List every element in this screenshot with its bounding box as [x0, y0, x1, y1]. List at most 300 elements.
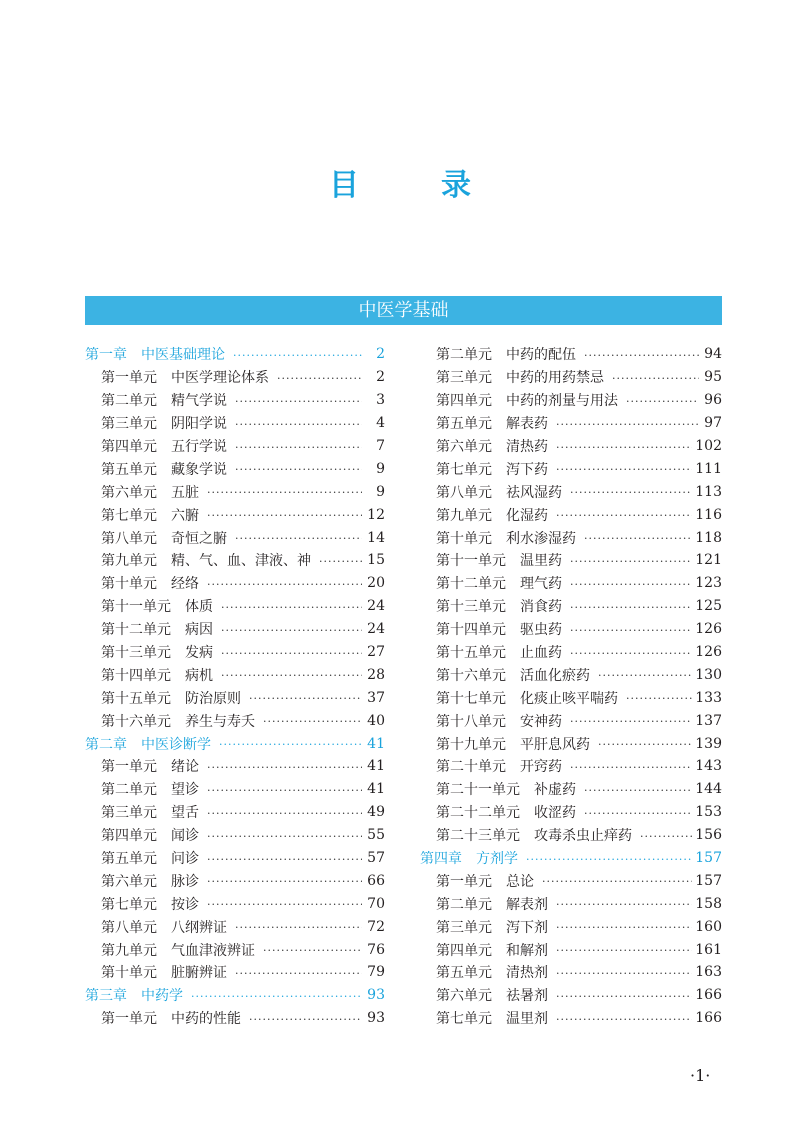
- entry-page-number: 72: [367, 918, 385, 935]
- entry-title: 绪论: [171, 759, 199, 776]
- entry-page-number: 123: [695, 575, 722, 592]
- entry-title: 消食药: [520, 599, 562, 616]
- dot-leader: [235, 463, 362, 476]
- toc-unit-entry[interactable]: [420, 709, 722, 732]
- entry-page-number: 7: [376, 438, 385, 454]
- entry-page-number: 118: [695, 529, 722, 546]
- entry-title: 理气药: [520, 576, 562, 593]
- toc-unit-entry[interactable]: [85, 435, 385, 458]
- entry-title: 清热药: [506, 439, 548, 455]
- entry-number: 第十二单元: [101, 622, 171, 639]
- entry-page-number: 2: [376, 346, 385, 363]
- entry-number: 第五单元: [436, 965, 492, 982]
- entry-number: 第十单元: [436, 530, 492, 547]
- dot-leader: [207, 578, 362, 591]
- entry-number: 第九单元: [436, 507, 492, 524]
- toc-unit-entry[interactable]: [85, 412, 385, 435]
- toc-unit-entry[interactable]: [420, 961, 722, 984]
- entry-title: 泻下剂: [506, 919, 548, 936]
- entry-number: 第五单元: [101, 851, 157, 868]
- dot-leader: [556, 463, 692, 476]
- toc-unit-entry[interactable]: [85, 686, 385, 709]
- entry-page-number: 28: [367, 666, 385, 683]
- entry-title: 活血化瘀药: [520, 667, 590, 684]
- entry-page-number: 2: [376, 369, 385, 386]
- entry-title: 温里剂: [506, 1011, 548, 1028]
- entry-title: 方剂学: [476, 851, 518, 868]
- entry-number: 第四章: [420, 851, 462, 868]
- dot-leader: [598, 738, 692, 751]
- entry-title: 清热剂: [506, 965, 548, 982]
- entry-page-number: 66: [367, 872, 385, 889]
- entry-number: 第十四单元: [101, 667, 171, 684]
- entry-title: 气血津液辨证: [171, 942, 255, 959]
- dot-leader: [319, 555, 362, 568]
- entry-page-number: 125: [695, 598, 722, 615]
- dot-leader: [542, 875, 692, 888]
- dot-leader: [263, 715, 362, 728]
- dot-leader: [556, 967, 692, 980]
- toc-unit-entry[interactable]: [85, 961, 385, 984]
- toc-unit-entry[interactable]: [85, 595, 385, 618]
- dot-leader: [556, 898, 692, 911]
- entry-page-number: 9: [376, 483, 385, 500]
- toc-unit-entry[interactable]: [420, 755, 722, 778]
- entry-number: 第二单元: [436, 896, 492, 913]
- entry-page-number: 41: [367, 758, 385, 775]
- toc-unit-entry[interactable]: [85, 847, 385, 870]
- entry-title: 经络: [171, 576, 199, 593]
- dot-leader: [570, 715, 692, 728]
- entry-title: 中医基础理论: [141, 347, 225, 364]
- entry-number: 第八单元: [101, 530, 157, 547]
- toc-unit-entry[interactable]: [420, 984, 722, 1007]
- toc-unit-entry[interactable]: [420, 1007, 722, 1030]
- entry-title: 按诊: [171, 896, 199, 913]
- section-banner: 中医学基础: [85, 296, 722, 325]
- dot-leader: [207, 784, 362, 797]
- entry-number: 第六单元: [436, 439, 492, 455]
- entry-number: 第九单元: [101, 553, 157, 570]
- toc-unit-entry[interactable]: [420, 869, 722, 892]
- entry-number: 第十一单元: [436, 553, 506, 570]
- dot-leader: [570, 647, 692, 660]
- dot-leader: [207, 853, 362, 866]
- toc-unit-entry[interactable]: [420, 549, 722, 572]
- entry-number: 第九单元: [101, 942, 157, 959]
- entry-number: 第一单元: [101, 370, 157, 387]
- entry-title: 脏腑辨证: [171, 965, 227, 982]
- entry-page-number: 24: [367, 621, 385, 638]
- entry-number: 第十单元: [101, 576, 157, 593]
- dot-leader: [207, 898, 362, 911]
- entry-number: 第十五单元: [101, 690, 171, 707]
- entry-page-number: 144: [695, 781, 722, 798]
- dot-leader: [233, 349, 362, 362]
- dot-leader: [207, 486, 362, 499]
- dot-leader: [235, 532, 362, 545]
- dot-leader: [556, 921, 692, 934]
- entry-page-number: 116: [695, 506, 722, 523]
- toc-unit-entry[interactable]: [420, 503, 722, 526]
- toc-unit-entry[interactable]: [420, 892, 722, 915]
- entry-title: 温里药: [520, 553, 562, 570]
- toc-unit-entry[interactable]: [420, 618, 722, 641]
- entry-page-number: 158: [695, 895, 722, 912]
- toc-unit-entry[interactable]: [85, 663, 385, 686]
- entry-number: 第三单元: [101, 805, 157, 822]
- entry-title: 五行学说: [171, 439, 227, 455]
- entry-number: 第一单元: [436, 873, 492, 890]
- entry-number: 第六单元: [436, 988, 492, 1005]
- dot-leader: [191, 990, 362, 1003]
- entry-number: 第十四单元: [436, 622, 506, 639]
- entry-number: 第一章: [85, 347, 127, 364]
- toc-unit-entry[interactable]: [85, 869, 385, 892]
- entry-title: 收涩药: [534, 805, 576, 822]
- toc-unit-entry[interactable]: [85, 801, 385, 824]
- page-number: ·1·: [690, 1066, 711, 1085]
- entry-page-number: 96: [704, 392, 722, 409]
- dot-leader: [249, 1013, 362, 1026]
- entry-page-number: 95: [704, 369, 722, 386]
- entry-page-number: 139: [695, 735, 722, 752]
- toc-unit-entry[interactable]: [85, 709, 385, 732]
- entry-page-number: 166: [695, 1010, 722, 1027]
- dot-leader: [626, 692, 692, 705]
- entry-title: 平肝息风药: [520, 736, 590, 753]
- entry-title: 阴阳学说: [171, 416, 227, 433]
- entry-title: 望舌: [171, 805, 199, 822]
- entry-page-number: 14: [367, 529, 385, 546]
- entry-number: 第二十单元: [436, 759, 506, 776]
- entry-page-number: 27: [367, 644, 385, 661]
- toc-unit-entry[interactable]: [420, 526, 722, 549]
- entry-page-number: 102: [695, 438, 722, 454]
- dot-leader: [570, 555, 692, 568]
- entry-number: 第一单元: [101, 759, 157, 776]
- entry-page-number: 9: [376, 460, 385, 477]
- page-title: 目 录: [329, 168, 497, 203]
- toc-unit-entry[interactable]: [85, 938, 385, 961]
- entry-page-number: 160: [695, 918, 722, 935]
- dot-leader: [556, 990, 692, 1003]
- entry-number: 第十六单元: [436, 667, 506, 684]
- entry-page-number: 41: [367, 781, 385, 798]
- entry-number: 第七单元: [101, 507, 157, 524]
- entry-page-number: 113: [695, 483, 722, 500]
- toc-unit-entry[interactable]: [420, 595, 722, 618]
- toc-unit-entry[interactable]: [420, 435, 722, 458]
- entry-page-number: 156: [695, 827, 722, 844]
- entry-number: 第七单元: [436, 1011, 492, 1028]
- dot-leader: [570, 486, 692, 499]
- dot-leader: [570, 761, 692, 774]
- entry-title: 总论: [506, 873, 534, 890]
- entry-number: 第六单元: [101, 873, 157, 890]
- entry-number: 第十八单元: [436, 713, 506, 730]
- entry-number: 第四单元: [101, 439, 157, 455]
- entry-number: 第六单元: [101, 484, 157, 501]
- entry-page-number: 24: [367, 598, 385, 615]
- entry-title: 发病: [185, 645, 213, 662]
- toc-unit-entry[interactable]: [85, 549, 385, 572]
- dot-leader: [221, 624, 362, 637]
- entry-number: 第八单元: [436, 484, 492, 501]
- entry-page-number: 126: [695, 644, 722, 661]
- dot-leader: [570, 601, 692, 614]
- entry-title: 祛风湿药: [506, 484, 562, 501]
- entry-page-number: 163: [695, 964, 722, 981]
- entry-page-number: 157: [695, 872, 722, 889]
- entry-title: 泻下药: [506, 461, 548, 478]
- entry-number: 第三单元: [101, 416, 157, 433]
- entry-title: 防治原则: [185, 690, 241, 707]
- entry-page-number: 4: [376, 415, 385, 432]
- dot-leader: [207, 509, 362, 522]
- toc-unit-entry[interactable]: [85, 915, 385, 938]
- entry-title: 中药的配伍: [506, 347, 576, 364]
- dot-leader: [263, 944, 362, 957]
- entry-page-number: 41: [367, 735, 385, 752]
- dot-leader: [556, 441, 692, 454]
- entry-number: 第十六单元: [101, 713, 171, 730]
- entry-number: 第二十三单元: [436, 828, 520, 845]
- entry-title: 安神药: [520, 713, 562, 730]
- entry-title: 驱虫药: [520, 622, 562, 639]
- dot-leader: [584, 784, 692, 797]
- entry-title: 养生与寿夭: [185, 713, 255, 730]
- toc-unit-entry[interactable]: [85, 503, 385, 526]
- entry-title: 中药学: [141, 988, 183, 1005]
- entry-number: 第十五单元: [436, 645, 506, 662]
- entry-page-number: 12: [367, 506, 385, 523]
- entry-title: 开窍药: [520, 759, 562, 776]
- entry-number: 第四单元: [101, 828, 157, 845]
- entry-page-number: 126: [695, 621, 722, 638]
- entry-number: 第二章: [85, 736, 127, 753]
- entry-page-number: 3: [376, 392, 385, 409]
- entry-page-number: 153: [695, 804, 722, 821]
- toc-chapter-entry[interactable]: [85, 343, 385, 366]
- entry-number: 第八单元: [101, 919, 157, 936]
- entry-title: 体质: [185, 599, 213, 616]
- dot-leader: [556, 944, 692, 957]
- entry-title: 六腑: [171, 507, 199, 524]
- dot-leader: [235, 395, 362, 408]
- entry-title: 五脏: [171, 484, 199, 501]
- entry-title: 藏象学说: [171, 461, 227, 478]
- dot-leader: [221, 669, 362, 682]
- entry-title: 奇恒之腑: [171, 530, 227, 547]
- toc-unit-entry[interactable]: [420, 686, 722, 709]
- toc-unit-entry[interactable]: [85, 641, 385, 664]
- entry-number: 第二单元: [436, 347, 492, 364]
- entry-number: 第七单元: [101, 896, 157, 913]
- entry-page-number: 157: [695, 850, 722, 867]
- entry-page-number: 15: [367, 552, 385, 569]
- entry-page-number: 93: [367, 987, 385, 1004]
- entry-number: 第二单元: [101, 393, 157, 410]
- toc-unit-entry[interactable]: [420, 412, 722, 435]
- dot-leader: [235, 967, 362, 980]
- toc-unit-entry[interactable]: [420, 663, 722, 686]
- entry-number: 第三单元: [436, 919, 492, 936]
- toc-chapter-entry[interactable]: [85, 984, 385, 1007]
- entry-page-number: 133: [695, 689, 722, 706]
- entry-title: 解表剂: [506, 896, 548, 913]
- entry-page-number: 161: [695, 941, 722, 958]
- dot-leader: [207, 761, 362, 774]
- toc-unit-entry[interactable]: [420, 457, 722, 480]
- toc-unit-entry[interactable]: [85, 618, 385, 641]
- toc-unit-entry[interactable]: [420, 366, 722, 389]
- dot-leader: [207, 830, 362, 843]
- entry-number: 第十九单元: [436, 736, 506, 753]
- entry-title: 止血药: [520, 645, 562, 662]
- entry-number: 第三单元: [436, 370, 492, 387]
- entry-number: 第二十二单元: [436, 805, 520, 822]
- entry-title: 中药的用药禁忌: [506, 370, 604, 387]
- entry-page-number: 166: [695, 987, 722, 1004]
- toc-unit-entry[interactable]: [420, 641, 722, 664]
- toc-unit-entry[interactable]: [85, 389, 385, 412]
- entry-title: 化痰止咳平喘药: [520, 690, 618, 707]
- toc-unit-entry[interactable]: [420, 732, 722, 755]
- entry-number: 第三章: [85, 988, 127, 1005]
- entry-page-number: 121: [695, 552, 722, 569]
- dot-leader: [526, 853, 692, 866]
- entry-number: 第一单元: [101, 1011, 157, 1028]
- entry-number: 第十单元: [101, 965, 157, 982]
- entry-title: 中药的剂量与用法: [506, 393, 618, 410]
- dot-leader: [277, 372, 362, 385]
- dot-leader: [570, 578, 692, 591]
- toc-unit-entry[interactable]: [85, 1007, 385, 1030]
- toc-unit-entry[interactable]: [420, 389, 722, 412]
- entry-number: 第十七单元: [436, 690, 506, 707]
- entry-title: 利水渗湿药: [506, 530, 576, 547]
- dot-leader: [584, 532, 692, 545]
- entry-number: 第十一单元: [101, 599, 171, 616]
- toc-unit-entry[interactable]: [85, 366, 385, 389]
- toc-unit-entry[interactable]: [420, 778, 722, 801]
- entry-page-number: 70: [367, 895, 385, 912]
- dot-leader: [221, 647, 362, 660]
- dot-leader: [219, 738, 362, 751]
- entry-page-number: 79: [367, 964, 385, 981]
- entry-title: 中药的性能: [171, 1011, 241, 1028]
- toc-unit-entry[interactable]: [85, 526, 385, 549]
- dot-leader: [612, 372, 699, 385]
- toc-unit-entry[interactable]: [85, 755, 385, 778]
- entry-title: 精气学说: [171, 393, 227, 410]
- dot-leader: [235, 921, 362, 934]
- toc-left-column: [85, 343, 385, 1030]
- entry-title: 闻诊: [171, 828, 199, 845]
- dot-leader: [598, 669, 692, 682]
- entry-title: 中医学理论体系: [171, 370, 269, 387]
- toc-unit-entry[interactable]: [420, 480, 722, 503]
- entry-page-number: 76: [367, 941, 385, 958]
- entry-number: 第七单元: [436, 461, 492, 478]
- entry-page-number: 55: [367, 827, 385, 844]
- entry-page-number: 130: [695, 666, 722, 683]
- dot-leader: [626, 395, 699, 408]
- entry-number: 第十三单元: [436, 599, 506, 616]
- entry-page-number: 37: [367, 689, 385, 706]
- entry-number: 第二十一单元: [436, 782, 520, 799]
- entry-title: 病机: [185, 667, 213, 684]
- dot-leader: [207, 807, 362, 820]
- entry-page-number: 94: [704, 346, 722, 363]
- entry-number: 第四单元: [436, 393, 492, 410]
- toc-unit-entry[interactable]: [85, 892, 385, 915]
- entry-number: 第四单元: [436, 942, 492, 959]
- toc-unit-entry[interactable]: [85, 572, 385, 595]
- dot-leader: [640, 830, 692, 843]
- entry-page-number: 97: [704, 415, 722, 432]
- entry-page-number: 137: [695, 712, 722, 729]
- toc-right-column: [420, 343, 722, 1030]
- entry-page-number: 93: [367, 1010, 385, 1027]
- dot-leader: [556, 509, 692, 522]
- entry-title: 祛暑剂: [506, 988, 548, 1005]
- entry-title: 和解剂: [506, 942, 548, 959]
- entry-title: 化湿药: [506, 507, 548, 524]
- entry-number: 第二单元: [101, 782, 157, 799]
- toc-unit-entry[interactable]: [420, 801, 722, 824]
- dot-leader: [556, 418, 699, 431]
- entry-title: 望诊: [171, 782, 199, 799]
- dot-leader: [249, 692, 362, 705]
- toc-unit-entry[interactable]: [420, 572, 722, 595]
- toc-unit-entry[interactable]: [85, 778, 385, 801]
- dot-leader: [235, 441, 362, 454]
- entry-title: 精、气、血、津液、神: [171, 553, 311, 570]
- entry-title: 问诊: [171, 851, 199, 868]
- dot-leader: [584, 807, 692, 820]
- toc-chapter-entry[interactable]: [420, 847, 722, 870]
- entry-page-number: 143: [695, 758, 722, 775]
- entry-number: 第十三单元: [101, 645, 171, 662]
- toc-unit-entry[interactable]: [420, 824, 722, 847]
- dot-leader: [584, 349, 699, 362]
- dot-leader: [556, 1013, 692, 1026]
- dot-leader: [221, 601, 362, 614]
- entry-title: 病因: [185, 622, 213, 639]
- toc-unit-entry[interactable]: [85, 824, 385, 847]
- entry-page-number: 40: [367, 712, 385, 729]
- toc-chapter-entry[interactable]: [85, 732, 385, 755]
- entry-page-number: 111: [695, 460, 722, 477]
- toc-unit-entry[interactable]: [420, 915, 722, 938]
- entry-number: 第十二单元: [436, 576, 506, 593]
- toc-unit-entry[interactable]: [85, 480, 385, 503]
- entry-title: 攻毒杀虫止痒药: [534, 828, 632, 845]
- entry-title: 补虚药: [534, 782, 576, 799]
- toc-unit-entry[interactable]: [420, 938, 722, 961]
- entry-number: 第五单元: [101, 461, 157, 478]
- entry-page-number: 20: [367, 575, 385, 592]
- toc-unit-entry[interactable]: [420, 343, 722, 366]
- entry-title: 八纲辨证: [171, 919, 227, 936]
- toc-unit-entry[interactable]: [85, 457, 385, 480]
- dot-leader: [570, 624, 692, 637]
- entry-page-number: 57: [367, 850, 385, 867]
- entry-number: 第五单元: [436, 416, 492, 433]
- dot-leader: [235, 418, 362, 431]
